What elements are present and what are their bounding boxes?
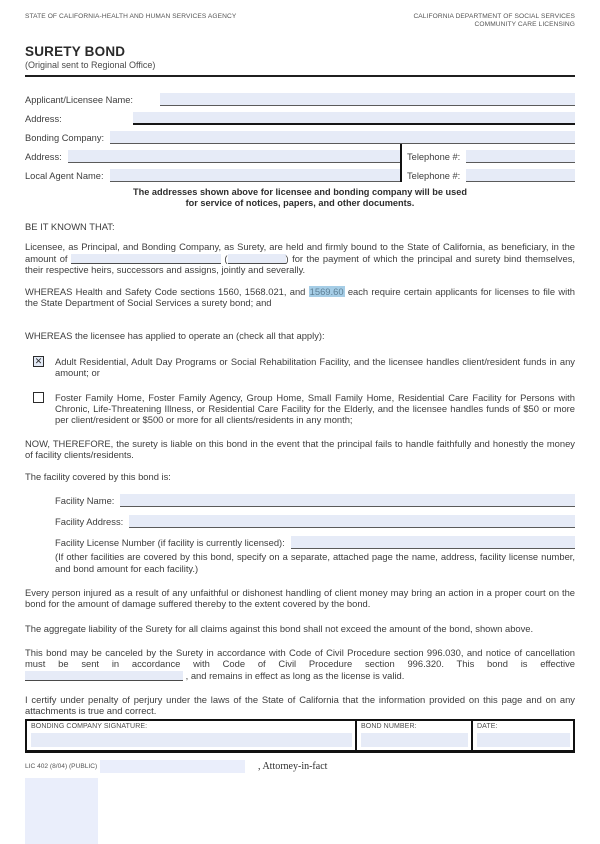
telephone1-label: Telephone #: [407, 152, 461, 162]
bond-number-header: BOND NUMBER: [361, 723, 417, 731]
p1-paren-close: ) [285, 252, 289, 264]
facility-name-row [55, 486, 575, 507]
facility-type-option-2 [25, 392, 575, 426]
applicant-fields [25, 87, 575, 182]
bonding-company-label: Bonding Company: [25, 133, 105, 143]
form-number: LIC 402 (8/04) (PUBLIC) [25, 763, 98, 771]
bond-amount-numeric-input[interactable] [228, 254, 286, 264]
facility-name-input[interactable] [120, 494, 575, 507]
paragraph-certify: I certify under penalty of perjury under the laws of the State of California that the information provided on this page and on any attachments is true and correct. [25, 693, 575, 717]
bonding-signature-cell [27, 721, 355, 750]
address-telephone-grid [25, 144, 575, 182]
form-subtitle: (Original sent to Regional Office) [25, 60, 156, 70]
lower-left-form-field[interactable] [25, 778, 98, 844]
date-header: DATE: [477, 723, 498, 731]
bonding-address-row [25, 144, 400, 163]
paragraph-bound-amount [25, 241, 575, 275]
attorney-in-fact-label: , Attorney-in-fact [258, 761, 328, 773]
paragraph-whereas-code [25, 286, 575, 309]
notice-line1: The addresses shown above for licensee and bonding company will be used [133, 187, 467, 197]
p8-text-pre: This bond may be canceled by the Surety in accordance with Code of Civil Procedure section 996.030, and notice of cancellation must be sent in accordance with Code of Civil Procedure section 996.320. This bond is effective [25, 646, 575, 670]
facility-fields [55, 486, 575, 549]
p1-text-pre: Licensee, as Principal, and Bonding Company, as Surety, are held and firmly bound to the State of California, as beneficiary, in the amount of [25, 241, 575, 264]
notice-line2: for service of notices, papers, and other documents. [185, 197, 415, 208]
attorney-name-input[interactable] [100, 760, 245, 773]
department-name-right [413, 13, 575, 29]
date-input[interactable] [477, 733, 570, 747]
bonding-address-label: Address: [25, 152, 62, 162]
facility-license-row [55, 528, 575, 549]
search-highlight: 1569.60 [309, 286, 344, 298]
paragraph-aggregate-liability: The aggregate liability of the Surety for all claims against this bond shall not exceed the amount of the bond, shown above. [25, 622, 534, 634]
applicant-name-row [25, 87, 575, 106]
facility-license-label: Facility License Number (if facility is currently licensed): [55, 537, 285, 549]
paragraph-check-all: WHEREAS the licensee has applied to operate an (check all that apply): [25, 329, 325, 341]
bonding-address-input[interactable] [68, 150, 400, 163]
telephone2-input[interactable] [466, 169, 575, 182]
title-divider [25, 75, 575, 77]
paragraph-cancellation [25, 647, 575, 681]
bond-number-input[interactable] [361, 733, 468, 747]
address-usage-notice [25, 187, 575, 208]
bonding-company-row [25, 125, 575, 144]
form-title: SURETY BOND [25, 44, 126, 59]
telephone1-row [400, 144, 575, 163]
signature-table [25, 719, 575, 753]
bond-number-cell [355, 721, 471, 750]
facility-address-label: Facility Address: [55, 516, 124, 528]
paragraph-injured-person: Every person injured as a result of any unfaithful or dishonest handling of client money may bring an action in a proper court on the bond for the amount of damage suffered thereby to the extent covered by the bond. [25, 587, 575, 610]
adult-residential-label: Adult Residential, Adult Day Programs or Social Rehabilitation Facility, and the licensee handles client/resident funds in any amount; or [55, 356, 575, 379]
applicant-name-label: Applicant/Licensee Name: [25, 95, 134, 105]
licensee-address-row [25, 106, 575, 125]
facility-type-option-1 [25, 356, 575, 379]
local-agent-label: Local Agent Name: [25, 171, 104, 181]
facility-name-label: Facility Name: [55, 495, 115, 507]
other-facilities-note: (If other facilities are covered by this bond, specify on a separate, attached page the name, address, facility license number, and bond amount for each facility.) [55, 551, 575, 574]
p8-text-post: , and remains in effect as long as the license is valid. [185, 669, 405, 681]
department-line2: COMMUNITY CARE LICENSING [474, 21, 575, 28]
facility-address-input[interactable] [129, 515, 575, 528]
be-it-known-heading: BE IT KNOWN THAT: [25, 221, 115, 232]
form-body [25, 221, 575, 716]
facility-covered-heading: The facility covered by this bond is: [25, 471, 171, 483]
department-line1: CALIFORNIA DEPARTMENT OF SOCIAL SERVICES [413, 13, 575, 20]
p1-paren-open: ( [224, 252, 228, 264]
bonding-company-input[interactable] [110, 131, 575, 144]
foster-family-checkbox[interactable] [33, 392, 44, 403]
p2-text-pre: WHEREAS Health and Safety Code sections 1560, 1568.021, and [25, 286, 306, 298]
effective-date-input[interactable] [25, 671, 183, 681]
local-agent-row [25, 163, 400, 182]
telephone2-row [400, 163, 575, 182]
bonding-signature-header: BONDING COMPANY SIGNATURE: [31, 723, 148, 731]
licensee-address-input[interactable] [133, 112, 575, 125]
checkmark-x-icon: ✕ [34, 356, 43, 367]
bond-amount-words-input[interactable] [71, 254, 221, 264]
paragraph-now-therefore: NOW, THEREFORE, the surety is liable on this bond in the event that the principal fails to handle faithfully and honestly the money of facility clients/residents. [25, 437, 575, 460]
form-footer [25, 760, 575, 773]
telephone2-label: Telephone #: [407, 171, 461, 181]
p2-text-post: each require certain applicants for licenses to file with the State Department of Social Services a surety bond; and [25, 286, 576, 309]
date-cell [471, 721, 573, 750]
form-header [25, 13, 575, 29]
agency-name-left: STATE OF CALIFORNIA-HEALTH AND HUMAN SERVICES AGENCY [25, 13, 237, 20]
local-agent-input[interactable] [110, 169, 400, 182]
licensee-address-label: Address: [25, 114, 62, 124]
bonding-signature-input[interactable] [31, 733, 352, 747]
adult-residential-checkbox[interactable] [33, 356, 44, 367]
telephone1-input[interactable] [466, 150, 575, 163]
facility-address-row [55, 507, 575, 528]
p1-text-post: for the payment of which the principal and surety bind themselves, their respective heirs, successors and assigns, jointly and severally. [25, 252, 575, 275]
applicant-name-input[interactable] [160, 93, 575, 106]
facility-license-input[interactable] [291, 536, 575, 549]
foster-family-label: Foster Family Home, Foster Family Agency, Group Home, Small Family Home, Residential Care Facility for Persons with Chronic, Life-Threatening Illness, or Residential Care Facility for the Elderly, and the licensee handles funds of $50 or more per client/resident or $500 or more for all clients/residents in any month; [55, 391, 575, 426]
